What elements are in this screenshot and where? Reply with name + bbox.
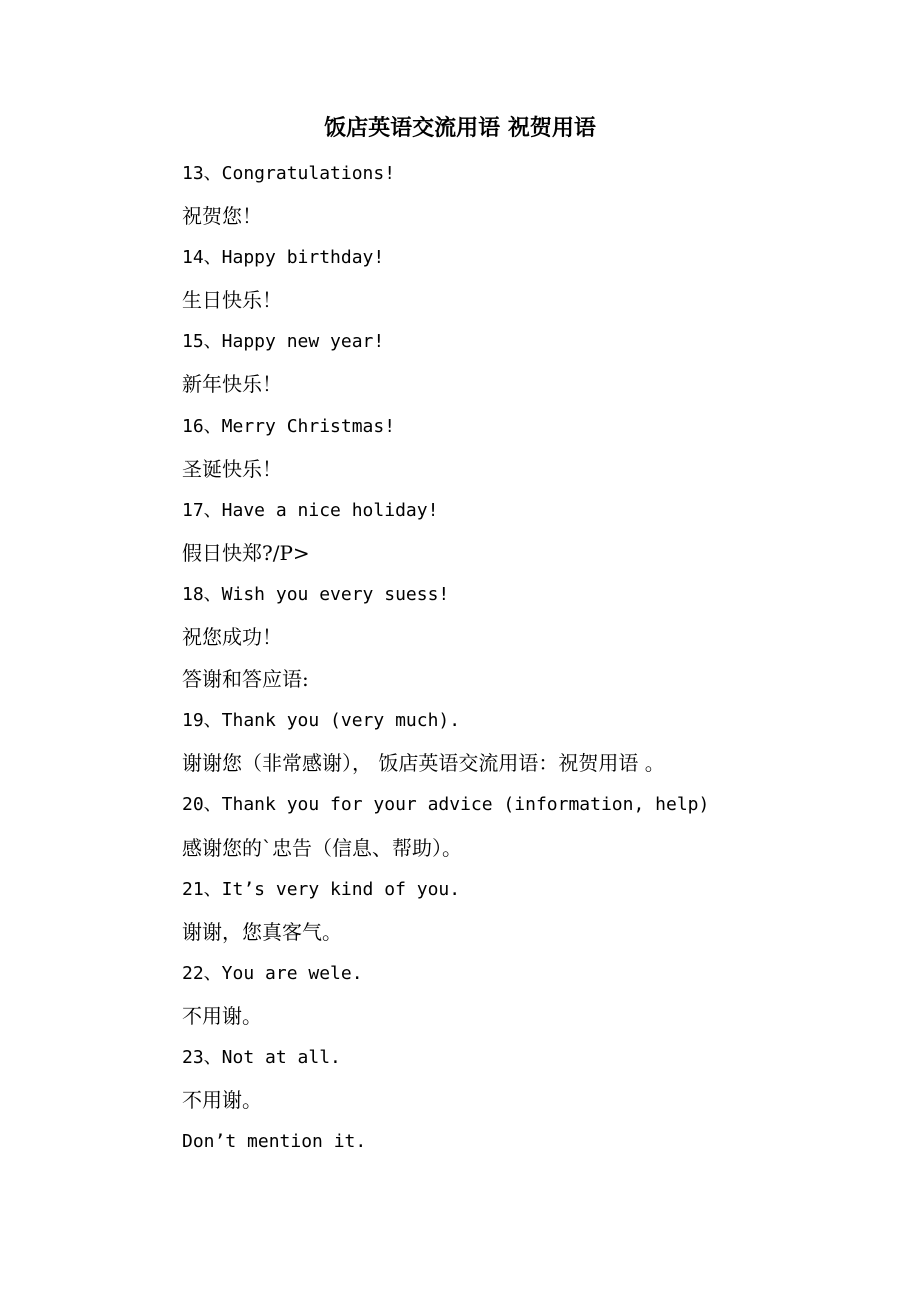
phrase-line-zh: 祝您成功！ [182,625,282,650]
phrase-line-zh: 不用谢。 [182,1003,262,1028]
phrase-line-zh: 生日快乐！ [182,288,282,313]
phrase-line-zh: 不用谢。 [182,1088,262,1113]
page-title: 饭店英语交流用语 祝贺用语 [324,115,596,141]
phrase-line-en: 21、It’s very kind of you. [182,878,461,900]
phrase-line-en: 18、Wish you every suess! [182,583,450,605]
phrase-line-en: Don’t mention it. [182,1131,367,1153]
phrase-line-en: 23、Not at all. [182,1046,341,1068]
phrase-line-zh: 圣诞快乐！ [182,456,282,481]
phrase-line-en: 13、Congratulations! [182,163,396,184]
phrase-line-zh: 谢谢您（非常感谢）， 饭店英语交流用语：祝贺用语 。 [182,751,665,776]
phrase-line-zh: 假日快郑?/P> [182,540,310,565]
phrase-line-en: 20、Thank you for your advice (information, help) [182,794,710,816]
phrase-line-zh: 祝贺您！ [182,204,262,229]
phrase-line-en: 15、Happy new year! [182,331,385,353]
phrase-line-en: 14、Happy birthday! [182,247,385,269]
phrase-line-en: 17、Have a nice holiday! [182,499,439,521]
phrase-line-zh: 新年快乐！ [182,372,282,397]
phrase-line-en: 22、You are wele. [182,962,363,984]
phrase-line-zh: 谢谢，您真客气。 [182,919,342,944]
phrase-list [182,156,882,1166]
section-heading: 答谢和答应语: [182,667,309,692]
phrase-line-en: 16、Merry Christmas! [182,415,396,437]
phrase-line-zh: 感谢您的`忠告（信息、帮助）。 [182,835,462,860]
phrase-line-en: 19、Thank you (very much). [182,710,461,732]
